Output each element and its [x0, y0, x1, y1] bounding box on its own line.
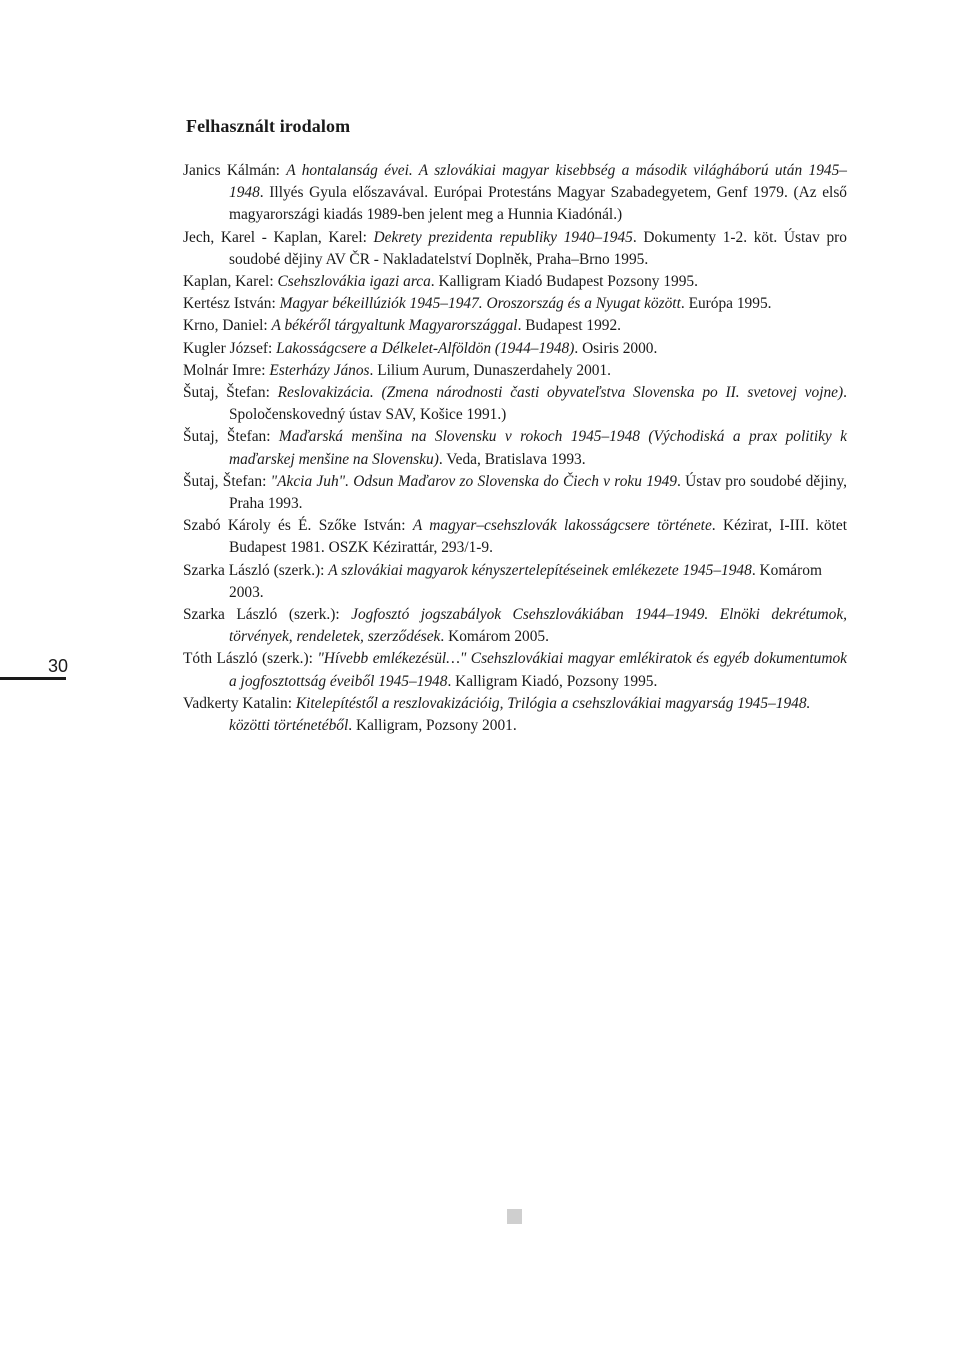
bibliography-entry: [183, 293, 847, 315]
bibliography-entry: [183, 382, 847, 426]
entry-title: A hontalanság évei. A szlovákiai magyar kisebbség a második világháború után 1945–1948: [229, 162, 847, 202]
entry-title: A békéről tárgyaltunk Magyarországgal: [271, 317, 518, 335]
entry-title: Maďarská menšina na Slovensku v rokoch 1945–1948 (Východiská a prax politiky k maďarskej menšine na Slovensku): [229, 428, 847, 468]
entry-publication: . Ústav pro soudobé dějiny, Praha 1993.: [229, 472, 847, 513]
entry-publication: . Európa 1995.: [680, 295, 772, 313]
entry-title: Jogfosztó jogszabályok Csehszlovákiában 1944–1949. Elnöki dekrétumok, törvények, rendeletek, szerződések: [229, 606, 847, 646]
entry-author: Kugler József:: [183, 339, 277, 357]
entry-publication: . Kézirat, I-III. kötet Budapest 1981. OSZK Kézirattár, 293/1-9.: [229, 517, 847, 557]
bibliography-entry: [183, 227, 847, 271]
entry-author: Tóth László (szerk.):: [183, 650, 318, 668]
entry-publication: . Komárom 2005.: [440, 628, 549, 646]
bibliography-list: [183, 160, 847, 737]
bibliography-entry: [183, 315, 847, 337]
entry-publication: . Veda, Bratislava 1993.: [438, 450, 586, 468]
entry-title: Csehszlovákia igazi arca: [277, 273, 431, 291]
entry-title: Kitelepítéstől a reszlovakizációig, Trilógia a csehszlovákiai magyarság 1945–1948. közötti történetéből: [229, 694, 811, 735]
page-heading: Felhasznált irodalom: [186, 116, 351, 136]
entry-publication: . Kalligram Kiadó, Pozsony 1995.: [447, 672, 658, 690]
entry-publication: . Illyés Gyula előszavával. Európai Protestáns Magyar Szabadegyetem, Genf 1979. (Az első magyarországi kiadás 1989-ben jelent meg a Hunnia Kiadónál.): [229, 184, 847, 224]
page-number-rule: [0, 677, 66, 680]
bibliography-entry: [183, 648, 847, 692]
entry-publication: . Kalligram Kiadó Budapest Pozsony 1995.: [430, 273, 698, 291]
entry-title: Dekrety prezidenta republiky 1940–1945: [373, 228, 633, 246]
entry-author: Szabó Károly és É. Szőke István:: [183, 517, 413, 535]
entry-author: Molnár Imre:: [183, 361, 270, 379]
entry-publication: . Osiris 2000.: [574, 339, 658, 357]
entry-title: Lakosságcsere a Délkelet-Alföldön (1944–1948): [276, 339, 575, 357]
entry-title: A magyar–csehszlovák lakosságcsere története: [412, 517, 712, 535]
entry-title: A szlovákiai magyarok kényszertelepítéseinek emlékezete 1945–1948: [328, 561, 752, 579]
entry-publication: . Komárom 2003.: [229, 561, 822, 601]
entry-author: Šutaj, Štefan:: [183, 384, 278, 402]
entry-author: Šutaj, Štefan:: [183, 428, 279, 446]
entry-title: Reslovakizácia. (Zmena národnosti časti obyvateľstva Slovenska po II. svetovej vojne): [277, 384, 844, 402]
entry-title: "Hívebb emlékezésül…" Csehszlovákiai magyar emlékiratok és egyéb dokumentumok a jogfosztottság éveiből 1945–1948: [229, 650, 847, 690]
entry-publication: . Dokumenty 1-2. köt. Ústav pro soudobé dějiny AV ČR - Nakladatelství Doplněk, Praha–Brno 1995.: [229, 228, 847, 268]
bibliography-entry: [183, 360, 847, 382]
bibliography-entry: [183, 426, 847, 470]
entry-author: Šutaj, Štefan:: [183, 472, 271, 490]
entry-author: Vadkerty Katalin:: [183, 694, 296, 712]
page-number: 30: [48, 656, 69, 676]
bibliography-entry: [183, 604, 847, 648]
bibliography-entry: [183, 560, 847, 604]
entry-publication: . Budapest 1992.: [517, 317, 622, 335]
entry-publication: . Lilium Aurum, Dunaszerdahely 2001.: [369, 361, 612, 379]
bibliography-entry: [183, 338, 847, 360]
bibliography-entry: [183, 693, 847, 737]
bibliography-entry: [183, 160, 847, 227]
entry-author: Szarka László (szerk.):: [183, 561, 329, 579]
entry-publication: . Spoločenskovedný ústav SAV, Košice 1991.): [229, 384, 847, 424]
bibliography-entry: [183, 515, 847, 559]
entry-author: Kaplan, Karel:: [183, 273, 278, 291]
bibliography-entry: [183, 271, 847, 293]
bibliography-entry: [183, 471, 847, 515]
entry-title: "Akcia Juh". Odsun Maďarov zo Slovenska do Čiech v roku 1949: [270, 472, 677, 490]
entry-author: Kertész István:: [183, 295, 280, 313]
entry-title: Magyar békeillúziók 1945–1947. Oroszország és a Nyugat között: [279, 295, 681, 313]
entry-publication: . Kalligram, Pozsony 2001.: [348, 717, 517, 735]
entry-author: Szarka László (szerk.):: [183, 606, 352, 624]
entry-title: Esterházy János: [269, 361, 370, 379]
entry-author: Krno, Daniel:: [183, 317, 272, 335]
entry-author: Jech, Karel - Kaplan, Karel:: [183, 228, 374, 246]
end-of-page-marker: [507, 1209, 522, 1224]
entry-author: Janics Kálmán:: [183, 162, 287, 179]
